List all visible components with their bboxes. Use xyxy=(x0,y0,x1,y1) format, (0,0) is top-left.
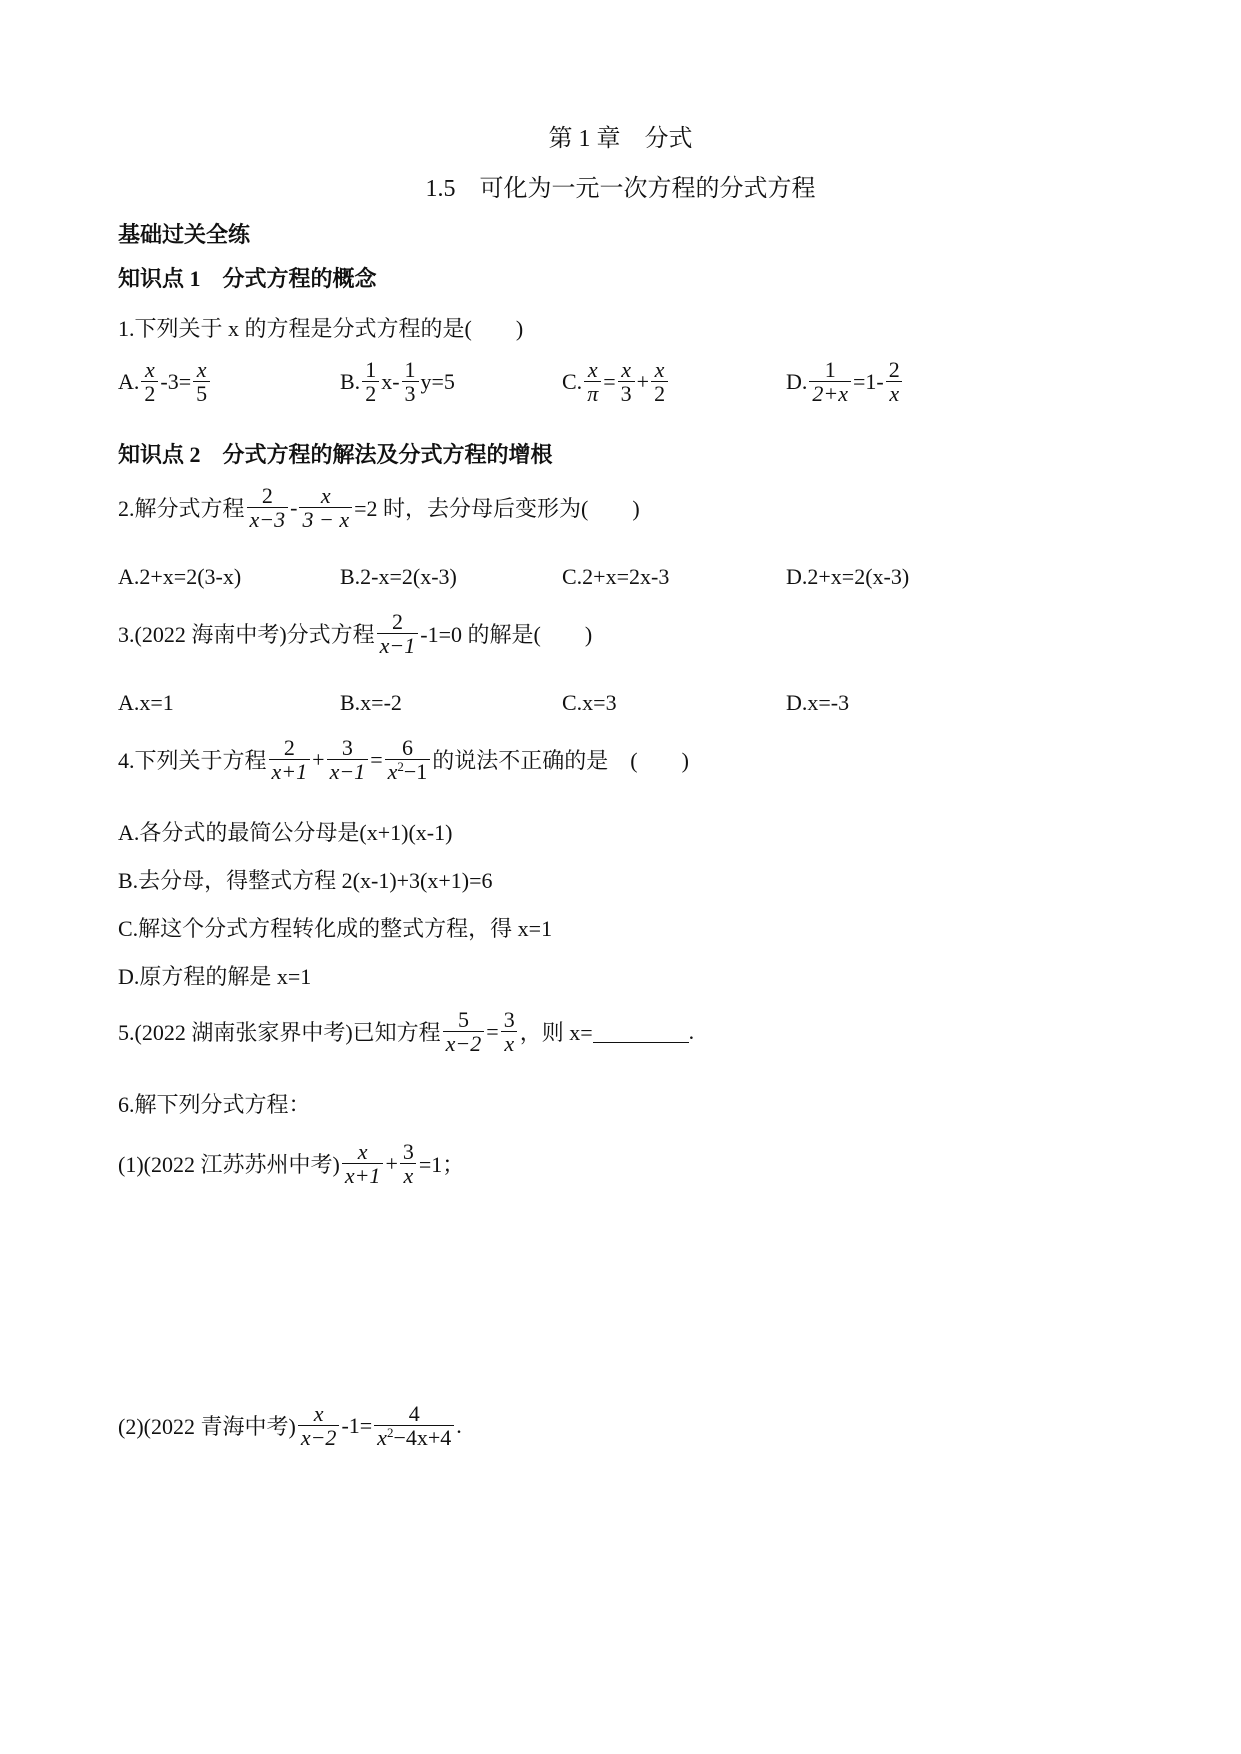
fraction: $\frac{5}{x-2}$ xyxy=(443,1008,485,1055)
fraction: $\frac{x}{x+1}$ xyxy=(342,1140,384,1187)
practice-heading: 基础过关全练 xyxy=(118,222,251,247)
fraction: $\frac{x}{2}$ xyxy=(141,358,158,405)
fraction: $\frac{x}{5}$ xyxy=(193,358,210,405)
fraction: $\frac{3}{x-1}$ xyxy=(327,736,369,783)
q3-option-a: A.x=1 xyxy=(118,690,174,715)
q2-option-b: B.2-x=2(x-3) xyxy=(340,564,457,589)
fraction: $\frac{x}{3}$ xyxy=(618,358,635,405)
chapter-title: 第 1 章 分式 xyxy=(548,126,693,152)
q3-option-c: C.x=3 xyxy=(562,690,617,715)
fraction: $\frac{4}{x^2-4x+4}$ xyxy=(374,1402,454,1449)
q4-option-d: D.原方程的解是 x=1 xyxy=(118,964,312,989)
q1-option-d: D. $\frac{1}{2+x}$ =1- $\frac{2}{x}$ xyxy=(786,358,905,405)
fraction: $\frac{2}{x-1}$ xyxy=(377,610,419,657)
q2-option-c: C.2+x=2x-3 xyxy=(562,564,670,589)
fraction: $\frac{x}{x-2}$ xyxy=(298,1402,340,1449)
q1-option-a: A. $\frac{x}{2}$ -3= $\frac{x}{5}$ xyxy=(118,358,212,405)
fraction: $\frac{x}{2}$ xyxy=(651,358,668,405)
section-title: 1.5 可化为一元一次方程的分式方程 xyxy=(425,176,816,202)
fraction: $\frac{1}{2}$ xyxy=(362,358,379,405)
q3-stem: 3.(2022 海南中考)分式方程 $\frac{2}{x-1}$ -1=0 的解是( ) xyxy=(118,609,593,659)
q4-option-a: A.各分式的最简公分母是(x+1)(x-1) xyxy=(118,820,453,845)
knowledge-point-2: 知识点 2 分式方程的解法及分式方程的增根 xyxy=(118,442,553,467)
q5-stem: 5.(2022 湖南张家界中考)已知方程 $\frac{5}{x-2}$ = $\frac{3}{x}$ ，则 x= . xyxy=(118,1007,695,1057)
fraction: $\frac{x}{\pi}$ xyxy=(584,358,601,405)
q1-stem: 1.下列关于 x 的方程是分式方程的是( ) xyxy=(118,316,524,341)
fraction: $\frac{3}{x}$ xyxy=(501,1008,518,1055)
fraction: $\frac{6}{x^2-1}$ xyxy=(385,736,431,783)
fraction: $\frac{2}{x}$ xyxy=(886,358,903,405)
q2-option-a: A.2+x=2(3-x) xyxy=(118,564,242,589)
answer-blank[interactable] xyxy=(593,1020,689,1043)
q6-part-2: (2)(2022 青海中考) $\frac{x}{x-2}$ -1= $\frac{4}{x^2-4x+4}$ . xyxy=(118,1401,462,1451)
fraction: $\frac{1}{2+x}$ xyxy=(809,358,851,405)
q4-stem: 4.下列关于方程 $\frac{2}{x+1}$ + $\frac{3}{x-1}$ = $\frac{6}{x^2-1}$ 的说法不正确的是 ( ) xyxy=(118,735,689,785)
q6-stem: 6.解下列分式方程： xyxy=(118,1092,311,1117)
q3-option-d: D.x=-3 xyxy=(786,690,850,715)
fraction: $\frac{x}{3 - x}$ xyxy=(299,484,352,531)
q3-option-b: B.x=-2 xyxy=(340,690,402,715)
q1-option-b: B. $\frac{1}{2}$ x- $\frac{1}{3}$ y=5 xyxy=(340,357,455,407)
q1-option-c: C. $\frac{x}{\pi}$ = $\frac{x}{3}$ + $\frac{x}{2}$ xyxy=(562,358,670,405)
q6-part-1: (1)(2022 江苏苏州中考) $\frac{x}{x+1}$ + $\frac{3}{x}$ =1； xyxy=(118,1139,465,1189)
fraction: $\frac{2}{x-3}$ xyxy=(247,484,289,531)
knowledge-point-1: 知识点 1 分式方程的概念 xyxy=(118,266,377,291)
fraction: $\frac{2}{x+1}$ xyxy=(269,736,311,783)
q2-option-d: D.2+x=2(x-3) xyxy=(786,564,910,589)
q4-option-c: C.解这个分式方程转化成的整式方程，得 x=1 xyxy=(118,916,553,941)
fraction: $\frac{1}{3}$ xyxy=(402,358,419,405)
fraction: $\frac{3}{x}$ xyxy=(400,1140,417,1187)
q4-option-b: B.去分母，得整式方程 2(x-1)+3(x+1)=6 xyxy=(118,868,493,893)
q2-stem: 2.解分式方程 $\frac{2}{x-3}$ - $\frac{x}{3 - x}$ =2 时，去分母后变形为( ) xyxy=(118,483,640,533)
